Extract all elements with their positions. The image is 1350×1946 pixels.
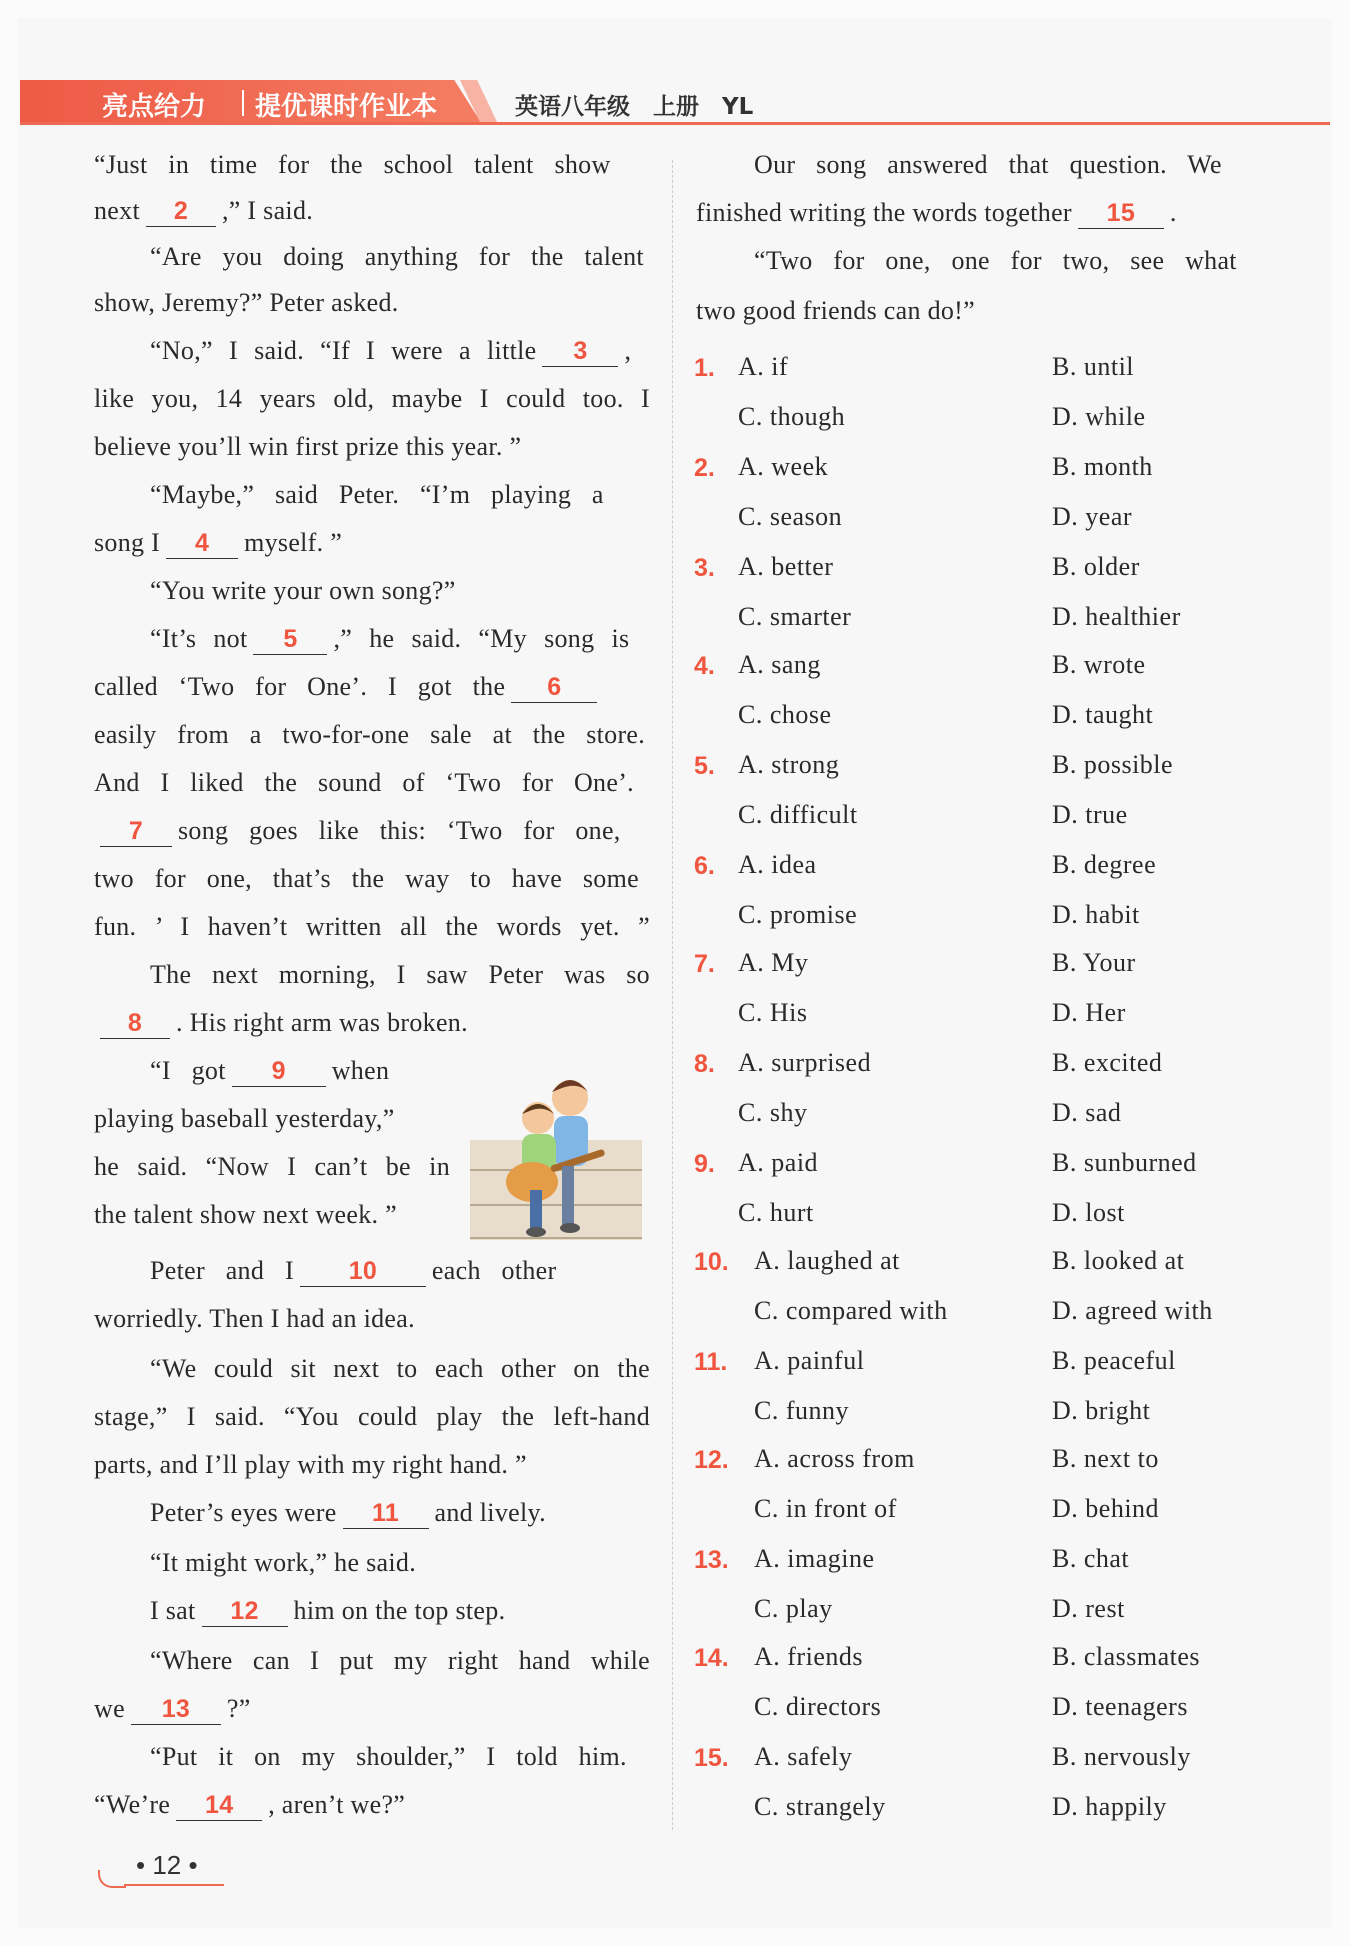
passage-line bbox=[94, 1200, 397, 1230]
footer-curl-ornament bbox=[98, 1870, 126, 1888]
passage-text: stage,” I said. “You could play the left-hand bbox=[94, 1402, 650, 1431]
option-b[interactable]: B. month bbox=[1052, 452, 1153, 481]
passage-line bbox=[94, 864, 639, 894]
answer-blank-9[interactable]: 9 bbox=[232, 1056, 326, 1087]
option-a[interactable]: A. across from bbox=[754, 1444, 915, 1473]
passage-text: finished writing the words together bbox=[696, 198, 1072, 227]
answer-blank-3[interactable]: 3 bbox=[542, 336, 618, 367]
passage-text: song I bbox=[94, 528, 161, 557]
option-c[interactable]: C. strangely bbox=[754, 1792, 886, 1821]
option-b[interactable]: B. next to bbox=[1052, 1444, 1159, 1473]
passage-line bbox=[150, 1548, 416, 1578]
passage-text: “Are you doing anything for the talent bbox=[150, 242, 644, 271]
option-b[interactable]: B. looked at bbox=[1052, 1246, 1185, 1275]
guitar-friends-illustration bbox=[470, 1070, 650, 1245]
passage-line bbox=[94, 150, 611, 180]
passage-text: he said. “Now I can’t be in bbox=[94, 1152, 450, 1181]
passage-text: “We could sit next to each other on the bbox=[150, 1354, 650, 1383]
passage-line bbox=[150, 1056, 389, 1087]
passage-text: like you, 14 years old, maybe I could too. I bbox=[94, 384, 650, 413]
passage-line bbox=[150, 242, 644, 272]
passage-line bbox=[94, 1304, 415, 1334]
passage-text: the talent show next week. ” bbox=[94, 1200, 397, 1229]
passage-line bbox=[94, 1450, 527, 1480]
book-subtitle: 英语八年级 上册 YL bbox=[515, 94, 754, 120]
option-d[interactable]: D. lost bbox=[1052, 1198, 1125, 1227]
option-a[interactable]: A. sang bbox=[738, 650, 821, 679]
option-c[interactable]: C. shy bbox=[738, 1098, 808, 1127]
option-a[interactable]: A. friends bbox=[754, 1642, 863, 1671]
question-number: 8. bbox=[694, 1050, 715, 1078]
option-c[interactable]: C. chose bbox=[738, 700, 832, 729]
passage-line bbox=[150, 624, 629, 655]
passage-line bbox=[150, 1256, 556, 1287]
passage-line bbox=[94, 528, 342, 559]
passage-text: “Put it on my shoulder,” I told him. bbox=[150, 1742, 627, 1771]
answer-blank-2[interactable]: 2 bbox=[146, 196, 216, 227]
option-d[interactable]: D. year bbox=[1052, 502, 1133, 531]
option-c[interactable]: C. directors bbox=[754, 1692, 882, 1721]
passage-text: “I got bbox=[150, 1056, 226, 1085]
question-number: 13. bbox=[694, 1546, 729, 1574]
passage-text: , bbox=[624, 336, 632, 365]
option-a[interactable]: A. idea bbox=[738, 850, 817, 879]
passage-text: we bbox=[94, 1694, 125, 1723]
question-number: 6. bbox=[694, 852, 715, 880]
column-divider bbox=[672, 160, 673, 1830]
passage-text: each other bbox=[431, 1256, 557, 1285]
passage-line bbox=[150, 1498, 546, 1529]
passage-line bbox=[94, 288, 399, 318]
answer-blank-12[interactable]: 12 bbox=[202, 1596, 288, 1627]
answer-blank-11[interactable]: 11 bbox=[343, 1498, 429, 1529]
question-number: 9. bbox=[694, 1150, 715, 1178]
option-c[interactable]: C. hurt bbox=[738, 1198, 814, 1227]
passage-text: believe you’ll win first prize this year. ” bbox=[94, 432, 522, 461]
page-header bbox=[20, 80, 1330, 124]
option-b[interactable]: B. nervously bbox=[1052, 1742, 1191, 1771]
option-b[interactable]: B. Your bbox=[1052, 948, 1136, 977]
question-number: 4. bbox=[694, 652, 715, 680]
passage-text: “Maybe,” said Peter. “I’m playing a bbox=[150, 480, 604, 509]
passage-text: “It might work,” he said. bbox=[150, 1548, 416, 1577]
series-title: 提优课时作业本 bbox=[255, 92, 438, 122]
question-number: 11. bbox=[694, 1348, 728, 1376]
option-c[interactable]: C. in front of bbox=[754, 1494, 897, 1523]
passage-text: myself. ” bbox=[244, 528, 343, 557]
passage-text: show, Jeremy?” Peter asked. bbox=[94, 288, 399, 317]
option-d[interactable]: D. healthier bbox=[1052, 602, 1181, 631]
passage-text: two good friends can do!” bbox=[696, 296, 975, 325]
option-b[interactable]: B. older bbox=[1052, 552, 1140, 581]
option-a[interactable]: A. paid bbox=[738, 1148, 819, 1177]
passage-line bbox=[94, 196, 313, 227]
passage-line bbox=[94, 912, 650, 942]
passage-text: “It’s not bbox=[150, 624, 248, 653]
header-rule bbox=[20, 122, 1330, 125]
option-d[interactable]: D. agreed with bbox=[1052, 1296, 1213, 1325]
footer-rule bbox=[124, 1884, 224, 1886]
passage-line bbox=[94, 816, 621, 847]
passage-line bbox=[94, 1008, 468, 1039]
passage-text: . His right arm was broken. bbox=[176, 1008, 468, 1037]
question-number: 10. bbox=[694, 1248, 729, 1276]
passage-line bbox=[94, 384, 650, 414]
passage-line bbox=[94, 432, 521, 462]
option-a[interactable]: A. better bbox=[738, 552, 834, 581]
option-b[interactable]: B. excited bbox=[1052, 1048, 1163, 1077]
passage-line bbox=[150, 1596, 505, 1627]
option-c[interactable]: C. though bbox=[738, 402, 846, 431]
passage-text: ,” he said. “My song is bbox=[333, 624, 630, 653]
answer-blank-10[interactable]: 10 bbox=[300, 1256, 426, 1287]
brand-title: 亮点给力 bbox=[102, 92, 207, 122]
question-number: 12. bbox=[694, 1446, 729, 1474]
passage-line bbox=[150, 480, 604, 510]
passage-text: playing baseball yesterday,” bbox=[94, 1104, 395, 1133]
passage-text: “We’re bbox=[94, 1790, 171, 1819]
option-c[interactable]: C. compared with bbox=[754, 1296, 948, 1325]
passage-text: “Where can I put my right hand while bbox=[150, 1646, 650, 1675]
passage-text: And I liked the sound of ‘Two for One’. bbox=[94, 768, 634, 797]
question-number: 2. bbox=[694, 454, 715, 482]
passage-text: two for one, that’s the way to have some bbox=[94, 864, 639, 893]
passage-line bbox=[150, 576, 456, 606]
passage-text: , aren’t we?” bbox=[268, 1790, 406, 1819]
passage-line bbox=[94, 1104, 395, 1134]
passage-text: worriedly. Then I had an idea. bbox=[94, 1304, 415, 1333]
option-c[interactable]: C. season bbox=[738, 502, 843, 531]
option-c[interactable]: C. promise bbox=[738, 900, 858, 929]
answer-blank-7[interactable]: 7 bbox=[100, 816, 172, 847]
option-d[interactable]: D. behind bbox=[1052, 1494, 1160, 1523]
option-d[interactable]: D. Her bbox=[1052, 998, 1126, 1027]
header-separator bbox=[242, 90, 244, 116]
option-a[interactable]: A. strong bbox=[738, 750, 840, 779]
passage-text: “Two for one, one for two, see what bbox=[754, 246, 1237, 275]
option-a[interactable]: A. surprised bbox=[738, 1048, 872, 1077]
passage-line bbox=[696, 296, 975, 326]
answer-blank-8[interactable]: 8 bbox=[100, 1008, 170, 1039]
option-b[interactable]: B. wrote bbox=[1052, 650, 1146, 679]
passage-line bbox=[696, 198, 1177, 229]
passage-text: next bbox=[94, 196, 140, 225]
option-b[interactable]: B. degree bbox=[1052, 850, 1157, 879]
option-d[interactable]: D. taught bbox=[1052, 700, 1154, 729]
passage-line bbox=[94, 1152, 450, 1182]
option-b[interactable]: B. peaceful bbox=[1052, 1346, 1176, 1375]
passage-text: Our song answered that question. We bbox=[754, 150, 1222, 179]
option-c[interactable]: C. play bbox=[754, 1594, 833, 1623]
option-a[interactable]: A. painful bbox=[754, 1346, 865, 1375]
passage-text: easily from a two-for-one sale at the store. bbox=[94, 720, 646, 749]
passage-text: him on the top step. bbox=[293, 1596, 506, 1625]
passage-text: song goes like this: ‘Two for one, bbox=[178, 816, 621, 845]
option-d[interactable]: D. happily bbox=[1052, 1792, 1167, 1821]
passage-text: fun. ’ I haven’t written all the words yet. ” bbox=[94, 912, 650, 941]
option-d[interactable]: D. habit bbox=[1052, 900, 1140, 929]
passage-line bbox=[150, 1354, 650, 1384]
question-number: 1. bbox=[694, 354, 715, 382]
passage-line bbox=[150, 960, 650, 990]
passage-line bbox=[754, 246, 1237, 276]
passage-text: . bbox=[1169, 198, 1177, 227]
passage-line bbox=[150, 1742, 627, 1772]
option-a[interactable]: A. laughed at bbox=[754, 1246, 900, 1275]
passage-text: Peter’s eyes were bbox=[150, 1498, 337, 1527]
option-b[interactable]: B. possible bbox=[1052, 750, 1174, 779]
passage-line bbox=[94, 672, 603, 703]
passage-text: when bbox=[331, 1056, 390, 1085]
question-number: 7. bbox=[694, 950, 715, 978]
passage-line bbox=[94, 1790, 405, 1821]
answer-blank-4[interactable]: 4 bbox=[166, 528, 238, 559]
answer-blank-13[interactable]: 13 bbox=[131, 1694, 221, 1725]
option-b[interactable]: B. until bbox=[1052, 352, 1135, 381]
question-number: 15. bbox=[694, 1744, 729, 1772]
option-c[interactable]: C. smarter bbox=[738, 602, 852, 631]
passage-text: “No,” I said. “If I were a little bbox=[150, 336, 537, 365]
option-d[interactable]: D. rest bbox=[1052, 1594, 1125, 1623]
option-c[interactable]: C. difficult bbox=[738, 800, 858, 829]
passage-line bbox=[754, 150, 1222, 180]
option-d[interactable]: D. true bbox=[1052, 800, 1128, 829]
passage-line bbox=[150, 336, 631, 367]
passage-line bbox=[94, 1694, 251, 1725]
option-c[interactable]: C. His bbox=[738, 998, 808, 1027]
passage-text: I sat bbox=[150, 1596, 196, 1625]
option-a[interactable]: A. imagine bbox=[754, 1544, 875, 1573]
passage-line bbox=[94, 768, 634, 798]
option-d[interactable]: D. bright bbox=[1052, 1396, 1151, 1425]
passage-line bbox=[150, 1646, 650, 1676]
page-number-footer bbox=[98, 1848, 228, 1888]
passage-line bbox=[94, 1402, 650, 1432]
passage-text: “You write your own song?” bbox=[150, 576, 456, 605]
answer-blank-6[interactable]: 6 bbox=[511, 672, 597, 703]
option-a[interactable]: A. My bbox=[738, 948, 809, 977]
page-number: • 12 • bbox=[136, 1850, 198, 1880]
option-b[interactable]: B. classmates bbox=[1052, 1642, 1201, 1671]
option-a[interactable]: A. week bbox=[738, 452, 829, 481]
passage-text: “Just in time for the school talent show bbox=[94, 150, 611, 179]
answer-blank-15[interactable]: 15 bbox=[1078, 198, 1164, 229]
answer-blank-14[interactable]: 14 bbox=[176, 1790, 262, 1821]
passage-text: ?” bbox=[226, 1694, 251, 1723]
question-number: 3. bbox=[694, 554, 715, 582]
passage-text: parts, and I’ll play with my right hand. ” bbox=[94, 1450, 527, 1479]
option-d[interactable]: D. teenagers bbox=[1052, 1692, 1188, 1721]
option-b[interactable]: B. chat bbox=[1052, 1544, 1130, 1573]
option-c[interactable]: C. funny bbox=[754, 1396, 849, 1425]
passage-text: called ‘Two for One’. I got the bbox=[94, 672, 506, 701]
question-number: 5. bbox=[694, 752, 715, 780]
option-a[interactable]: A. safely bbox=[754, 1742, 853, 1771]
option-a[interactable]: A. if bbox=[738, 352, 789, 381]
option-d[interactable]: D. while bbox=[1052, 402, 1146, 431]
option-b[interactable]: B. sunburned bbox=[1052, 1148, 1197, 1177]
question-number: 14. bbox=[694, 1644, 729, 1672]
passage-line bbox=[94, 720, 645, 750]
answer-blank-5[interactable]: 5 bbox=[253, 624, 327, 655]
passage-text: The next morning, I saw Peter was so bbox=[150, 960, 650, 989]
passage-text: Peter and I bbox=[150, 1256, 294, 1285]
passage-text: and lively. bbox=[434, 1498, 546, 1527]
passage-text: ,” I said. bbox=[221, 196, 314, 225]
option-d[interactable]: D. sad bbox=[1052, 1098, 1122, 1127]
